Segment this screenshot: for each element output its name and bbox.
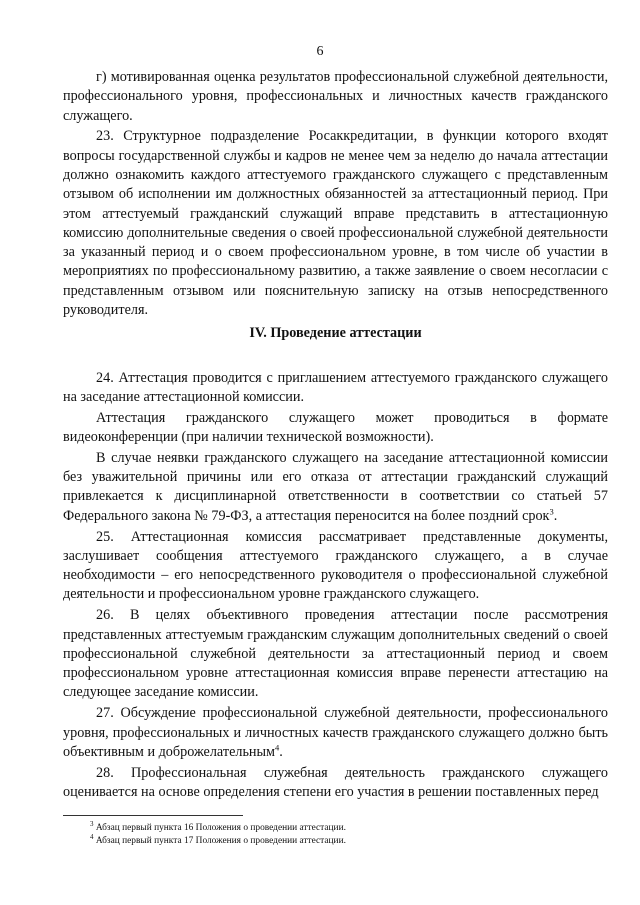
paragraph-24-absence: В случае неявки гражданского служащего на заседание аттестационной комиссии без уважительной причины или его отказа от аттестации гражданский служащий привлекается к дисциплинарной ответственности в соответствии со статьей 57 Федерального закона № 79-ФЗ, а аттестация переносится на более поздний срок$^3$. [63, 449, 608, 524]
page-number: 6 [316, 44, 324, 59]
footnote-mark: 3 [90, 819, 94, 828]
footnote-text: Абзац первый пункта 17 Положения о проведении аттестации. [95, 836, 346, 846]
footnote [90, 819, 600, 835]
footnotes [90, 819, 600, 848]
paragraph-27-text: 27. Обсуждение профессиональной служебной деятельности, профессионального уровня, профессиональных и личностных качеств гражданского служащего должно быть объективным и доброжелательным [63, 705, 608, 760]
paragraph-24-videoconference: Аттестация гражданского служащего может проводиться в формате видеоконференции (при наличии технической возможности). [63, 409, 608, 446]
footnote-reference: 4 [275, 742, 280, 753]
paragraph-24: 24. Аттестация проводится с приглашением аттестуемого гражданского служащего на заседание аттестационной комиссии. [63, 369, 608, 405]
footnote-text: Абзац первый пункта 16 Положения о проведении аттестации. [95, 823, 346, 833]
footnote-reference: 3 [549, 506, 554, 516]
paragraph-23: 23. Структурное подразделение Росаккредитации, в функции которого входят вопросы государственной службы и кадров не менее чем за неделю до начала аттестации должно ознакомить каждого аттестуемого гражданского служащего с представленным отзывом об исполнении им должностных обязанностей за аттестационный период. При этом аттестуемый гражданский служащий вправе представить в аттестационную комиссию дополнительные сведения о своей профессиональной служебной деятельности за указанный период и о своем профессиональном уровне, в том числе об участии в мероприятиях по профессиональному развитию, а также заявление о своем несогласии с представленным отзывом или пояснительную записку на отзыв непосредственного руководителя. [63, 128, 608, 319]
paragraph-g: г) мотивированная оценка результатов профессиональной служебной деятельности, профессионального уровня, профессиональных и личностных качеств гражданского служащего. [63, 69, 608, 124]
paragraph-28: 28. Профессиональная служебная деятельность гражданского служащего оценивается на основе определения степени его участия в решении поставленных перед [63, 764, 608, 800]
footnote [90, 832, 600, 848]
footnote-divider [63, 815, 243, 816]
paragraph-24-absence-text: В случае неявки гражданского служащего на заседание аттестационной комиссии без уважительной причины или его отказа от аттестации гражданский служащий привлекается к дисциплинарной ответственности в соответствии со статьей 57 Федерального закона № 79-ФЗ, а аттестация переносится на более поздний срок [63, 449, 608, 524]
section-heading: IV. Проведение аттестации [249, 325, 422, 342]
footnote-mark: 4 [90, 832, 94, 841]
paragraph-27: 27. Обсуждение профессиональной служебной деятельности, профессионального уровня, профессиональных и личностных качеств гражданского служащего должно быть объективным и доброжелательным$^4$. [63, 705, 608, 760]
document-body [63, 68, 608, 804]
paragraph-25: 25. Аттестационная комиссия рассматривает представленные документы, заслушивает сообщения аттестуемого гражданского служащего, а в случае необходимости – его непосредственного руководителя о профессиональной служебной деятельности и профессиональном уровне гражданского служащего. [63, 528, 608, 603]
paragraph-26: 26. В целях объективного проведения аттестации после рассмотрения представленных аттестуемым гражданским служащим дополнительных сведений о своей профессиональной служебной деятельности за аттестационный период и своем профессиональном уровне аттестационная комиссия вправе перенести аттестацию на следующее заседание комиссии. [63, 607, 608, 701]
